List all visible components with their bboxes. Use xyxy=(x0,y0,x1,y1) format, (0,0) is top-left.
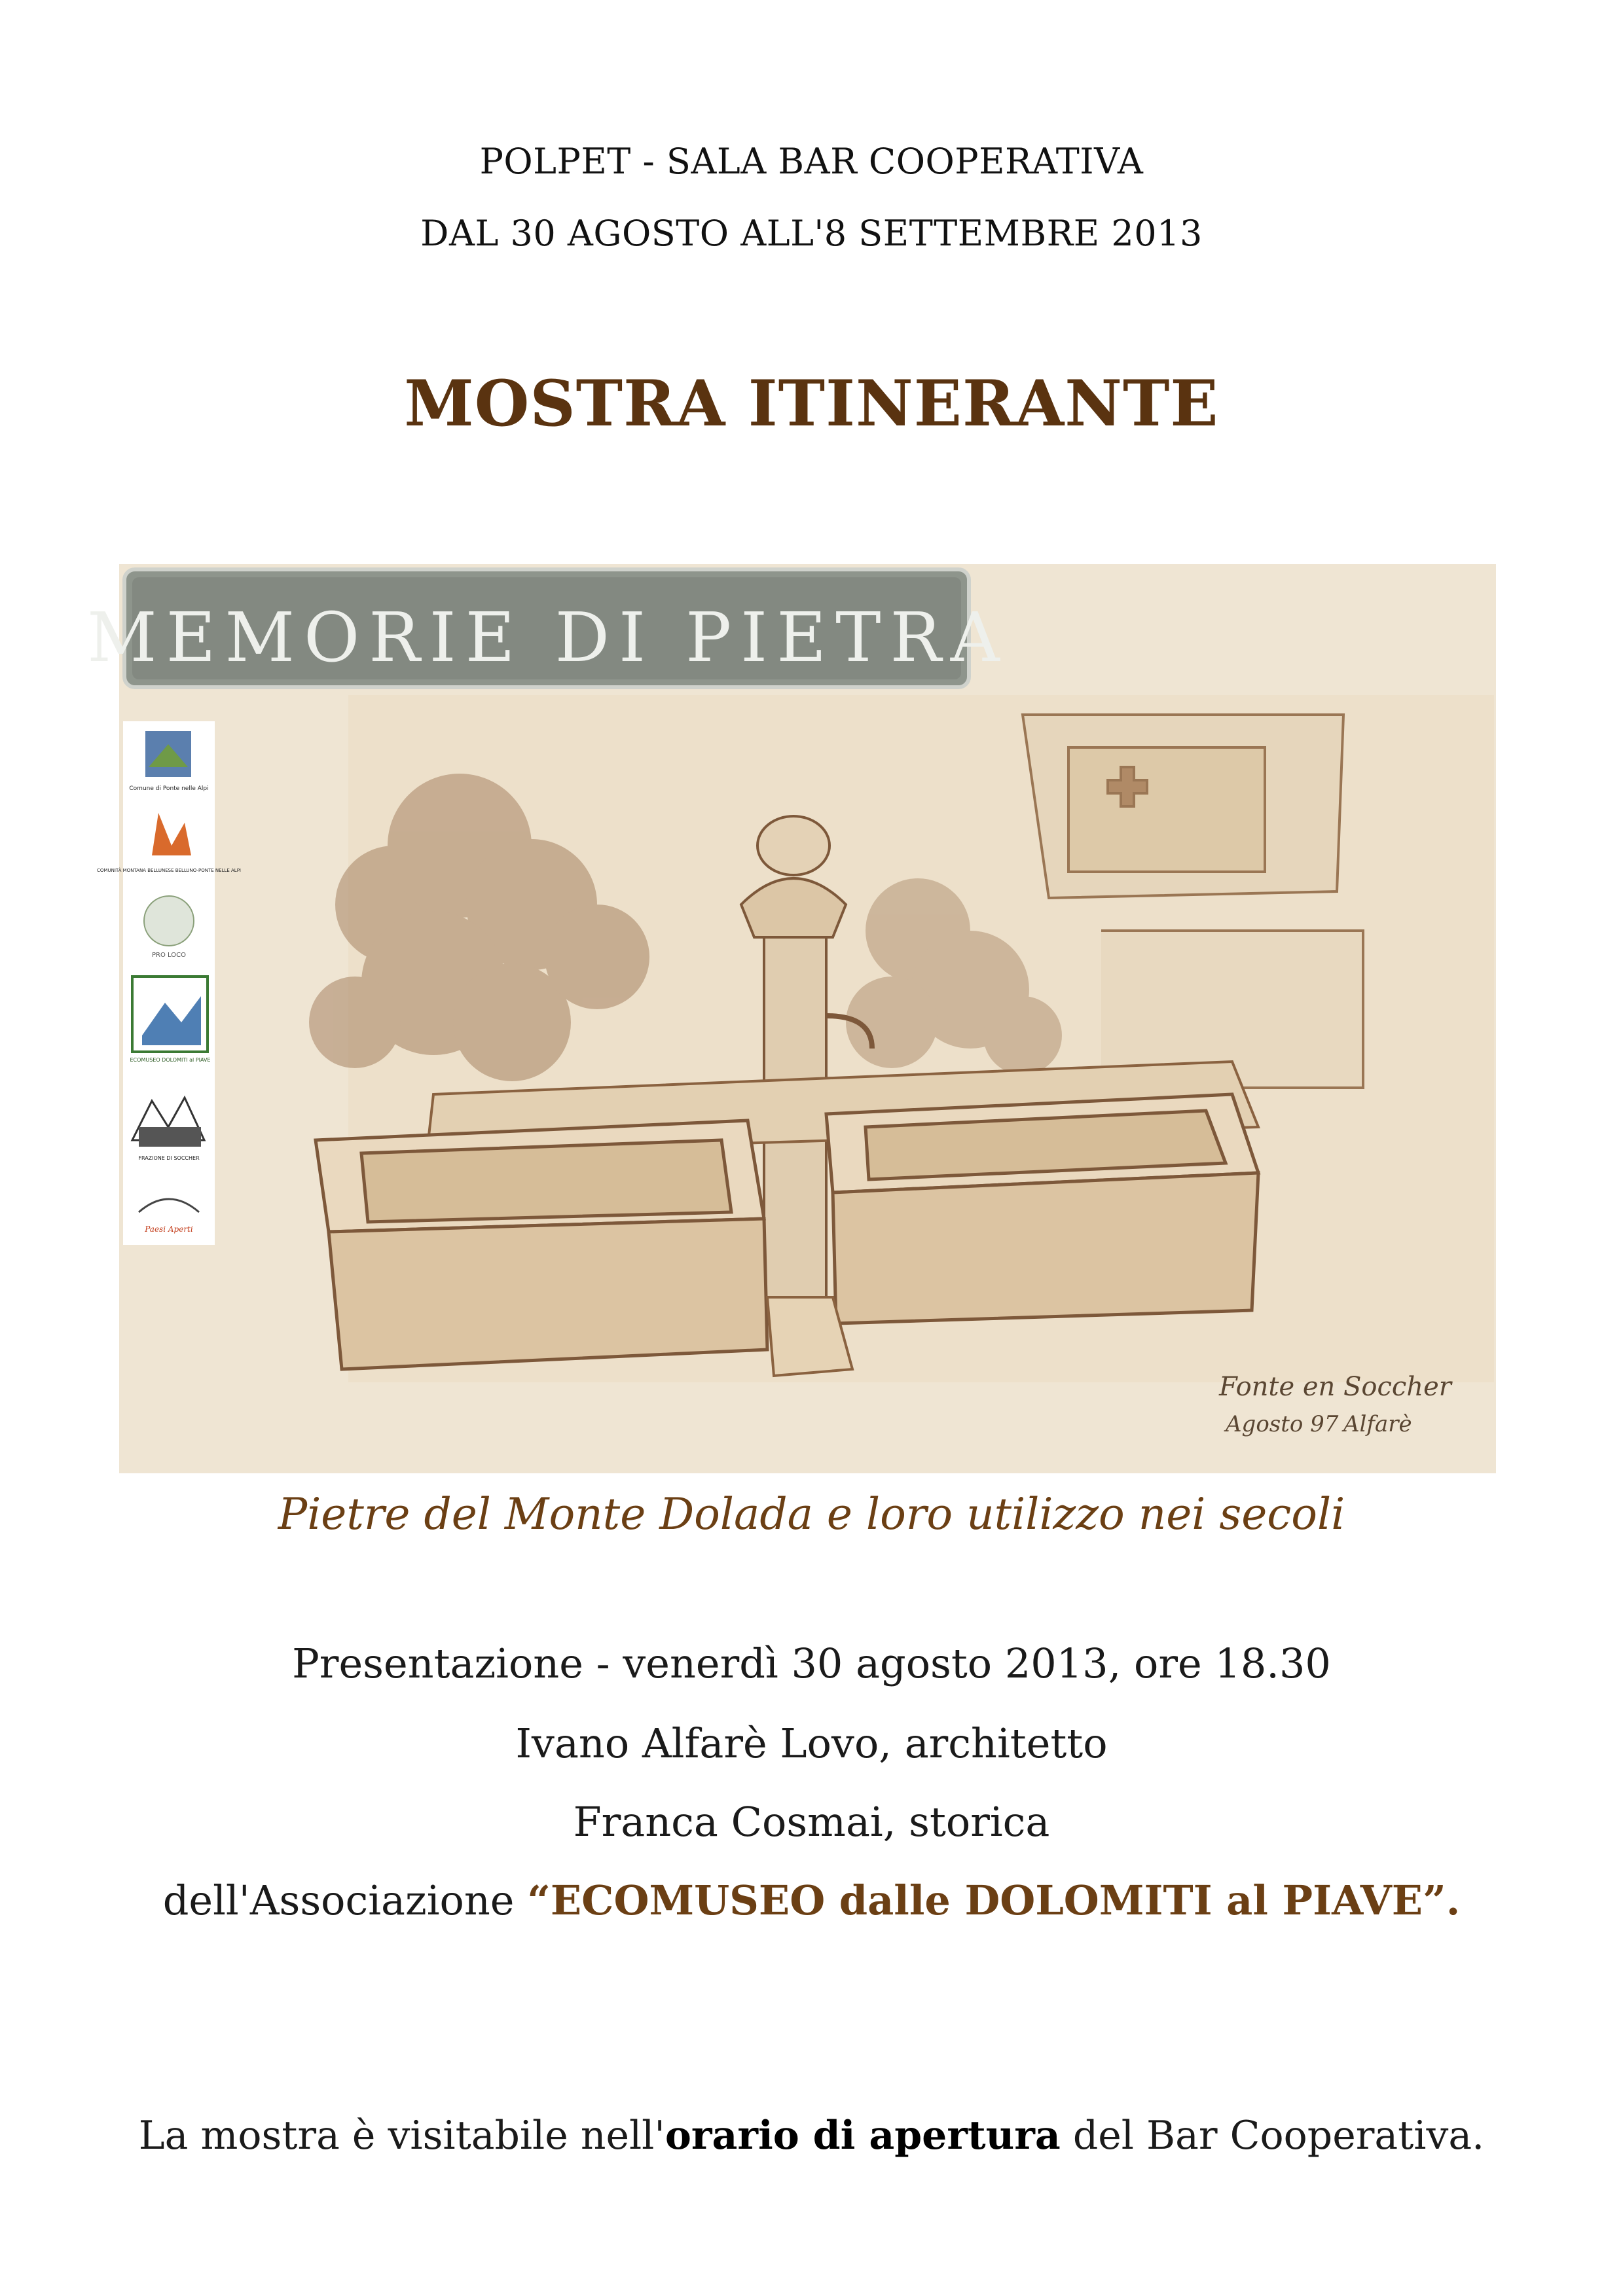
speaker-2: Franca Cosmai, storica xyxy=(573,1798,1050,1846)
basin-right xyxy=(826,1094,1258,1323)
association-name: “ECOMUSEO dalle DOLOMITI al PIAVE”. xyxy=(527,1876,1461,1924)
fountain-sketch-artwork xyxy=(87,564,1496,1473)
association-line xyxy=(0,1876,1623,1924)
svg-text:FRAZIONE DI SOCCHER: FRAZIONE DI SOCCHER xyxy=(138,1155,200,1161)
page-title: MOSTRA ITINERANTE xyxy=(404,367,1219,440)
presentation-line: Presentazione - venerdì 30 agosto 2013, ore 18.30 xyxy=(292,1640,1331,1687)
basin-left xyxy=(316,1121,767,1369)
association-prefix: dell'Associazione xyxy=(162,1876,528,1924)
svg-text:PRO LOCO: PRO LOCO xyxy=(152,952,186,959)
visit-suffix: del Bar Cooperativa. xyxy=(1060,2113,1485,2159)
speaker-1: Ivano Alfarè Lovo, architetto xyxy=(515,1719,1108,1767)
memorie-di-pietra-banner xyxy=(87,569,1009,687)
sketch-date: Agosto 97 xyxy=(1226,1411,1339,1437)
dates-line: DAL 30 AGOSTO ALL'8 SETTEMBRE 2013 xyxy=(420,213,1203,254)
visit-prefix: La mostra è visitabile nell' xyxy=(138,2113,665,2159)
svg-text:COMUNITÀ MONTANA BELLUNESE BEL: COMUNITÀ MONTANA BELLUNESE BELLUNO-PONTE NELLE ALPI xyxy=(97,868,241,873)
ecomuseo-logo xyxy=(130,977,211,1063)
sketch-caption: Fonte en Soccher xyxy=(1219,1372,1451,1402)
svg-text:MEMORIE DI PIETRA: MEMORIE DI PIETRA xyxy=(87,598,1009,677)
svg-text:Comune di Ponte nelle Alpi: Comune di Ponte nelle Alpi xyxy=(129,785,209,792)
svg-text:ECOMUSEO DOLOMITI al PIAVE: ECOMUSEO DOLOMITI al PIAVE xyxy=(130,1057,211,1063)
venue-line: POLPET - SALA BAR COOPERATIVA xyxy=(479,141,1144,182)
opening-hours-text: orario di apertura xyxy=(665,2113,1061,2159)
svg-text:Paesi Aperti: Paesi Aperti xyxy=(145,1225,193,1234)
visiting-info xyxy=(0,2113,1623,2159)
exhibition-subtitle: Pietre del Monte Dolada e loro utilizzo nei secoli xyxy=(278,1489,1345,1539)
artist-signature: Alfarè xyxy=(1343,1411,1412,1437)
